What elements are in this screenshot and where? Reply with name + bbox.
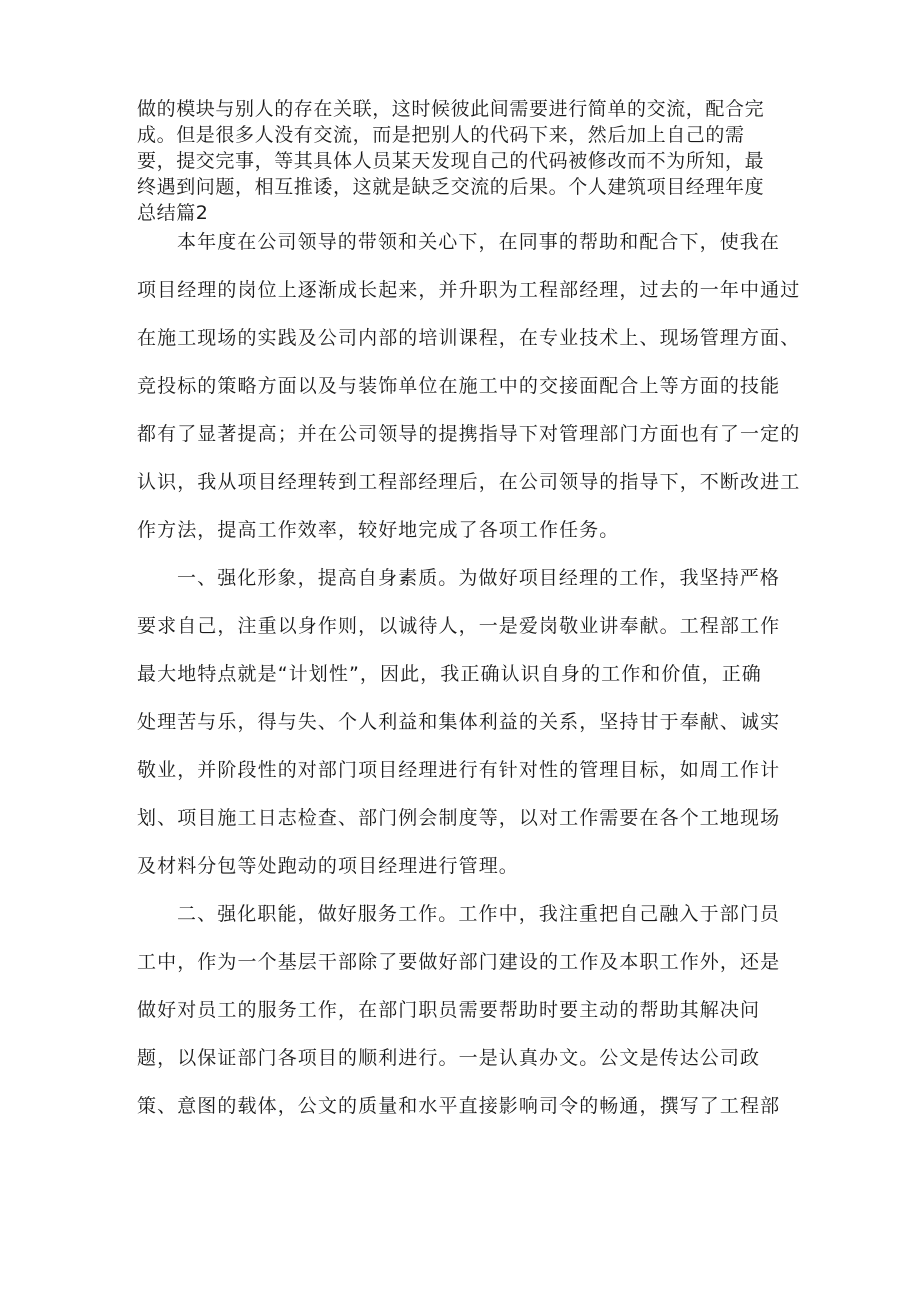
text-line: 划、项目施工日志检查、部门例会制度等，以对工作需要在各个工地现场	[137, 807, 781, 829]
text-line: 在施工现场的实践及公司内部的培训课程，在专业技术上、现场管理方面、	[137, 327, 801, 349]
text-line: 一、强化形象，提高自身素质。为做好项目经理的工作，我坚持严格	[177, 567, 781, 589]
text-line: 及材料分包等处跑动的项目经理进行管理。	[137, 855, 519, 877]
text-line: 项目经理的岗位上逐渐成长起来，并升职为工程部经理，过去的一年中通过	[137, 279, 801, 301]
text-line: 做好对员工的服务工作，在部门职员需要帮助时要主动的帮助其解决问	[137, 999, 761, 1021]
text-line: 成。但是很多人没有交流，而是把别人的代码下来，然后加上自己的需	[137, 124, 745, 146]
text-line: 最大地特点就是“计划性”，因此，我正确认识自身的工作和价值，正确	[137, 663, 762, 685]
text-line: 要求自己，注重以身作则，以诚待人，一是爱岗敬业讲奉献。工程部工作	[137, 615, 781, 637]
text-line: 认识，我从项目经理转到工程部经理后，在公司领导的指导下，不断改进工	[137, 471, 801, 493]
text-line: 本年度在公司领导的带领和关心下，在同事的帮助和配合下，使我在	[177, 231, 781, 253]
text-line: 终遇到问题，相互推诿，这就是缺乏交流的后果。个人建筑项目经理年度	[137, 176, 765, 198]
body-text	[137, 218, 817, 1130]
text-line: 作方法，提高工作效率，较好地完成了各项工作任务。	[137, 519, 620, 541]
text-line: 竞投标的策略方面以及与装饰单位在施工中的交接面配合上等方面的技能	[137, 375, 781, 397]
section-heading-line: 总结篇2	[137, 202, 209, 224]
text-line: 敬业，并阶段性的对部门项目经理进行有针对性的管理目标，如周工作计	[137, 759, 781, 781]
text-line: 策、意图的载体，公文的质量和水平直接影响司令的畅通，撰写了工程部	[137, 1095, 781, 1117]
continuation-block	[137, 96, 787, 226]
paragraph	[137, 554, 817, 890]
paragraph	[137, 218, 817, 554]
text-line: 要，提交完事，等其具体人员某天发现自己的代码被修改而不为所知，最	[137, 150, 765, 172]
text-line: 工中，作为一个基层干部除了要做好部门建设的工作及本职工作外，还是	[137, 951, 781, 973]
text-line: 处理苦与乐，得与失、个人利益和集体利益的关系，坚持甘于奉献、诚实	[137, 711, 781, 733]
text-line: 做的模块与别人的存在关联，这时候彼此间需要进行简单的交流，配合完	[137, 98, 765, 120]
text-line: 都有了显著提高；并在公司领导的提携指导下对管理部门方面也有了一定的	[137, 423, 801, 445]
text-line: 二、强化职能，做好服务工作。工作中，我注重把自己融入于部门员	[177, 903, 781, 925]
text-line: 题，以保证部门各项目的顺利进行。一是认真办文。公文是传达公司政	[137, 1047, 761, 1069]
paragraph	[137, 890, 817, 1130]
